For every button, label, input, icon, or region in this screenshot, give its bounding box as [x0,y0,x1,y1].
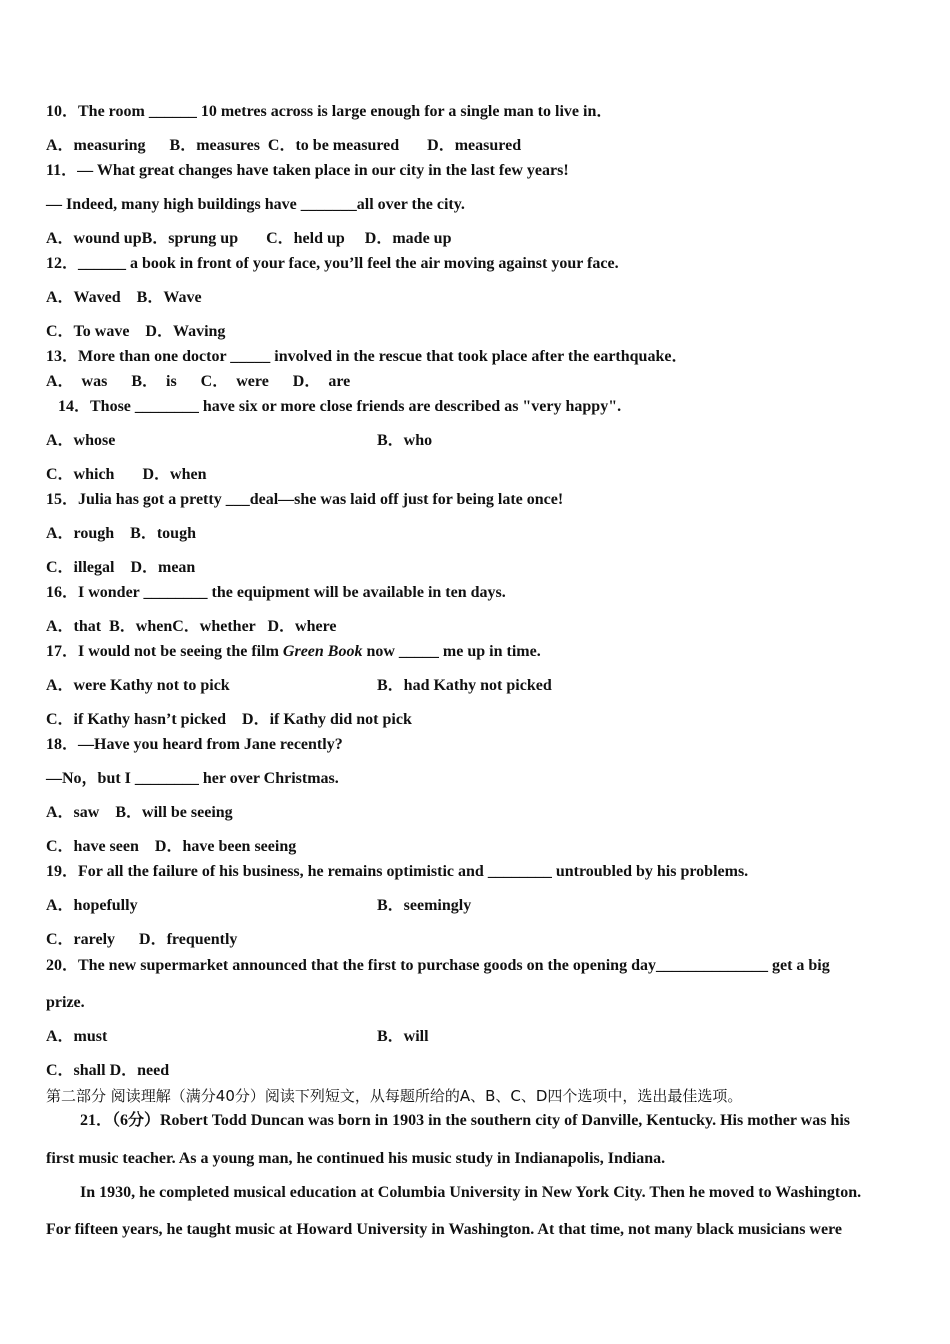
question-17-stem-before: 17．I would not be seeing the film [46,643,283,660]
question-14-stem: 14．Those ________ have six or more close friends are described as "very happy". [58,398,622,415]
question-11-options: A．wound upB．sprung up C．held up D．made up [46,230,452,247]
passage-paragraph-1-line-2: first music teacher. As a young man, he continued his music study in Indianapolis, Indiana. [46,1150,666,1167]
question-17-options-cd: C．if Kathy hasn’t picked D．if Kathy did not pick [46,711,412,728]
question-20-stem-line1: 20．The new supermarket announced that the first to purchase goods on the opening day______________ get a big [46,957,830,974]
question-20-stem-line2: prize. [46,994,85,1011]
question-12-stem: 12．______ a book in front of your face, you’ll feel the air moving against your face. [46,255,619,272]
question-17-stem-after: now _____ me up in time. [362,643,541,660]
question-17-option-b: B．had Kathy not picked [377,677,552,694]
question-18-options-ab: A．saw B．will be seeing [46,804,233,821]
part-two-heading: 第二部分 阅读理解（满分40分）阅读下列短文，从每题所给的A、B、C、D四个选项中，选出最佳选项。 [46,1087,743,1105]
question-18-stem: 18．—Have you heard from Jane recently? [46,736,343,753]
question-17-stem [46,642,541,662]
question-14-option-a: A．whose [46,432,116,449]
question-14-option-b: B．who [377,432,433,449]
question-18-reply: —No，but I ________ her over Christmas. [46,770,339,787]
question-13-stem: 13．More than one doctor _____ involved in the rescue that took place after the earthquake． [46,348,688,365]
question-11-reply: — Indeed, many high buildings have _______all over the city. [46,196,465,213]
question-13-options: A． was B． is C． were D． are [46,373,351,390]
question-18-options-cd: C．have seen D．have been seeing [46,838,297,855]
question-19-option-a: A．hopefully [46,897,138,914]
passage-paragraph-2-line-2: For fifteen years, he taught music at Howard University in Washington. At that time, not many black musicians were [46,1221,842,1238]
question-16-options: A．that B．whenC．whether D．where [46,618,337,635]
question-15-stem: 15．Julia has got a pretty ___deal—she was laid off just for being late once! [46,491,564,508]
question-19-stem: 19．For all the failure of his business, he remains optimistic and ________ untroubled by his problems. [46,863,749,880]
question-17-option-a: A．were Kathy not to pick [46,677,230,694]
question-10-stem: 10．The room ______ 10 metres across is large enough for a single man to live in． [46,103,613,120]
question-20-option-b: B．will [377,1028,429,1045]
passage-paragraph-2-line-1: In 1930, he completed musical education at Columbia University in New York City. Then he moved to Washington. [80,1184,862,1201]
question-11-stem: 11．— What great changes have taken place in our city in the last few years! [46,162,569,179]
question-19-option-b: B．seemingly [377,897,472,914]
question-19-options-cd: C．rarely D．frequently [46,931,238,948]
question-12-options-cd: C．To wave D．Waving [46,323,226,340]
question-15-options-cd: C．illegal D．mean [46,559,196,576]
question-20-options-cd: C．shall D．need [46,1062,170,1079]
question-20-option-a: A．must [46,1028,108,1045]
question-10-options: A．measuring B．measures C．to be measured D．measured [46,137,522,154]
passage-paragraph-1-line-1: 21．（6分）Robert Todd Duncan was born in 1903 in the southern city of Danville, Kentucky. His mother was his [80,1112,851,1129]
question-16-stem: 16．I wonder ________ the equipment will be available in ten days. [46,584,506,601]
question-15-options-ab: A．rough B．tough [46,525,196,542]
film-title: Green Book [282,643,363,660]
question-14-options-cd: C．which D．when [46,466,207,483]
question-12-options-ab: A．Waved B．Wave [46,289,202,306]
